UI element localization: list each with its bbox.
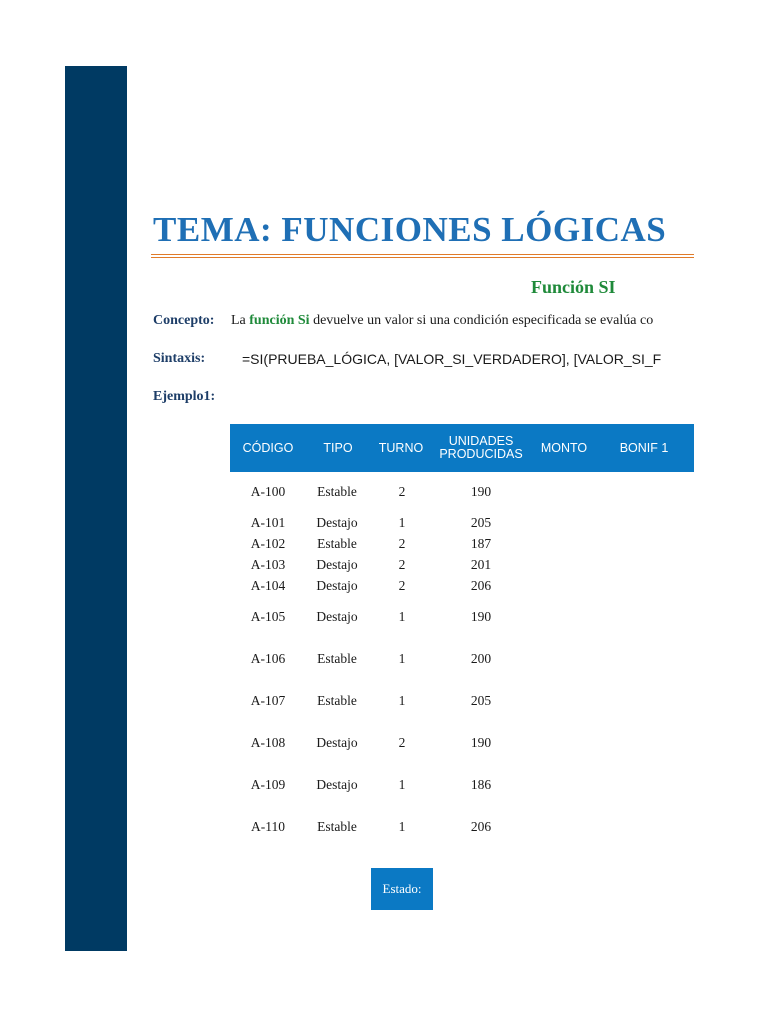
cell-unidades: 205	[470, 693, 492, 708]
cell-codigo: A-110	[251, 819, 285, 834]
header-unidades-line2: PRODUCIDAS	[439, 447, 523, 461]
cell-codigo: A-108	[250, 735, 286, 750]
cell-turno: 2	[398, 735, 406, 750]
cell-tipo: Estable	[317, 536, 357, 551]
cell-codigo: A-103	[250, 557, 286, 572]
concepto-highlight: función Si	[249, 313, 310, 328]
section-subtitle: Función SI	[531, 277, 616, 297]
cell-turno: 1	[398, 777, 406, 792]
cell-tipo: Destajo	[316, 609, 358, 624]
header-turno: TURNO	[378, 440, 424, 455]
left-sidebar-band	[65, 66, 127, 951]
sheet-content	[127, 0, 694, 1024]
cell-codigo: A-101	[250, 515, 286, 530]
cell-unidades: 190	[470, 735, 492, 750]
cell-turno: 2	[398, 557, 406, 572]
table-header	[230, 424, 694, 472]
cell-tipo: Estable	[317, 819, 357, 834]
header-bonif: BONIF 1	[619, 440, 669, 455]
cell-codigo: A-100	[250, 484, 286, 499]
cell-unidades: 186	[470, 777, 492, 792]
cell-unidades: 190	[470, 484, 492, 499]
sintaxis-formula: =SI(PRUEBA_LÓGICA, [VALOR_SI_VERDADERO], [VALOR_SI_F	[242, 351, 662, 367]
header-tipo: TIPO	[323, 440, 353, 455]
cell-unidades: 205	[470, 515, 492, 530]
cell-turno: 2	[398, 578, 406, 593]
concepto-text-before: La	[231, 313, 250, 328]
concepto-text-after: devuelve un valor si una condición especificada se evalúa co	[309, 313, 654, 328]
cell-unidades: 206	[470, 819, 492, 834]
cell-unidades: 190	[470, 609, 492, 624]
header-monto: MONTO	[540, 440, 588, 455]
cell-turno: 1	[398, 609, 406, 624]
cell-turno: 1	[398, 819, 406, 834]
estado-label-box: Estado:	[371, 868, 433, 910]
cell-tipo: Estable	[317, 693, 357, 708]
cell-tipo: Destajo	[316, 735, 358, 750]
cell-tipo: Estable	[317, 484, 357, 499]
cell-codigo: A-109	[250, 777, 286, 792]
page-title: TEMA: FUNCIONES LÓGICAS	[153, 210, 667, 249]
title-underline	[151, 254, 694, 258]
header-unidades	[432, 424, 530, 472]
ejemplo-label: Ejemplo1:	[153, 389, 216, 404]
header-codigo: CÓDIGO	[242, 440, 294, 455]
cell-tipo: Destajo	[316, 777, 358, 792]
cell-tipo: Destajo	[316, 557, 358, 572]
cell-codigo: A-107	[250, 693, 286, 708]
concepto-label: Concepto:	[153, 313, 215, 328]
sintaxis-label: Sintaxis:	[153, 351, 206, 366]
concepto-text	[231, 313, 653, 329]
cell-unidades: 200	[470, 651, 492, 666]
cell-unidades: 187	[470, 536, 492, 551]
header-unidades-line1: UNIDADES	[448, 434, 514, 448]
cell-tipo: Destajo	[316, 578, 358, 593]
cell-turno: 1	[398, 651, 406, 666]
cell-codigo: A-105	[250, 609, 286, 624]
cell-unidades: 201	[470, 557, 492, 572]
cell-unidades: 206	[470, 578, 492, 593]
cell-tipo: Destajo	[316, 515, 358, 530]
cell-tipo: Estable	[317, 651, 357, 666]
cell-turno: 2	[398, 536, 406, 551]
cell-turno: 1	[398, 515, 406, 530]
cell-turno: 2	[398, 484, 406, 499]
cell-codigo: A-106	[250, 651, 286, 666]
cell-codigo: A-104	[250, 578, 286, 593]
cell-turno: 1	[398, 693, 406, 708]
cell-codigo: A-102	[250, 536, 286, 551]
